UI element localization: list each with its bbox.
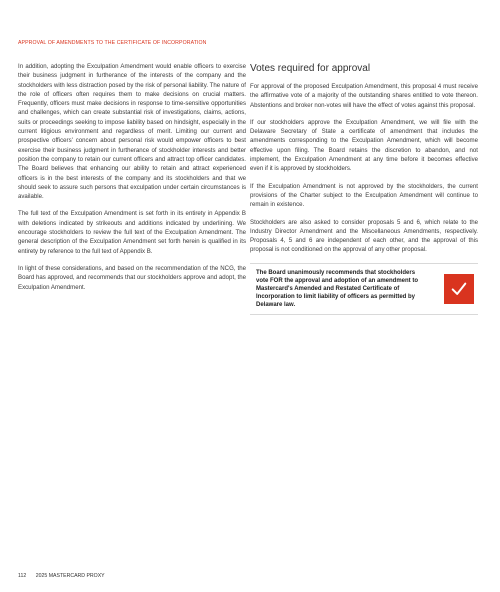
section-heading: Votes required for approval xyxy=(250,63,371,74)
page-footer xyxy=(18,573,113,579)
section-header: APPROVAL OF AMENDMENTS TO THE CERTIFICATE OF INCORPORATION xyxy=(18,40,207,46)
recommendation-text: The Board unanimously recommends that stockholders vote FOR the approval and adoption of an amendment to Mastercard's Amended and Restated Certificate of Incorporation to limit liability of officers as permitted by Delaware law. xyxy=(256,269,419,308)
body-paragraph: If our stockholders approve the Exculpation Amendment, we will file with the Delaware Secretary of State a certificate of amendment that includes the amendments corresponding to the Exculpation Amendment, which will become effective upon filing. The Board retains the discretion to abandon, and not implement, the Exculpation Amendment at any time before it becomes effective even if it is approved by stockholders. xyxy=(250,118,478,173)
body-paragraph: Stockholders are also asked to consider proposals 5 and 6, which relate to the Industry Director Amendment and the Miscellaneous Amendments, respectively. Proposals 4, 5 and 6 are independent of each other, and the approval of this proposal is not conditioned on the approval of any other proposal. xyxy=(250,218,478,254)
right-column xyxy=(250,62,478,315)
publication-title: 2025 MASTERCARD PROXY xyxy=(35,573,105,579)
body-paragraph: For approval of the proposed Exculpation Amendment, this proposal 4 must receive the affirmative vote of a majority of the outstanding shares entitled to vote thereon. Abstentions and broker non-votes will have the effect of votes against this proposal. xyxy=(250,83,478,109)
body-paragraph: In light of these considerations, and based on the recommendation of the NCG, the Board has approved, and recommends that our stockholders approve and adopt, the Exculpation Amendment. xyxy=(18,264,246,291)
body-paragraph: In addition, adopting the Exculpation Amendment would enable officers to exercise their business judgment in furtherance of the interests of the company and the stockholders with less distraction posed by the risk of personal liability. The nature of the role of officers often requires them to make decisions on crucial matters. Frequently, officers must make decisions in response to time-sensitive opportunities and challenges, which can create substantial risk of investigations, claims, actions, suits or proceedings seeking to impose liability based on hindsight, especially in the current litigious environment and regardless of merit. Limiting our current and prospective officers' concern about personal risk would empower officers to best exercise their business judgment in furtherance of stockholder interests and better position the company to retain our current officers and attract top officer candidates. The Board believes that enhancing our ability to retain and attract experienced officers is in the best interests of the company and its stockholders and that we should seek to assure such persons that exculpation under certain circumstances is available. xyxy=(18,63,246,201)
checkmark-icon-glyph xyxy=(450,280,468,298)
page-number: 112 xyxy=(18,573,27,579)
recommendation-callout xyxy=(250,263,478,315)
body-paragraph: If the Exculpation Amendment is not approved by the stockholders, the current provisions of the Charter subject to the Exculpation Amendment will continue to remain in existence. xyxy=(250,182,478,209)
left-column xyxy=(18,62,246,300)
checkmark-icon xyxy=(444,274,474,304)
body-paragraph: The full text of the Exculpation Amendment is set forth in its entirety in Appendix B with deletions indicated by strikeouts and additions indicated by underlining. We encourage stockholders to review the full text of the Exculpation Amendment. The general description of the Exculpation Amendment set forth herein is qualified in its entirety by reference to the full text of Appendix B. xyxy=(18,210,246,255)
